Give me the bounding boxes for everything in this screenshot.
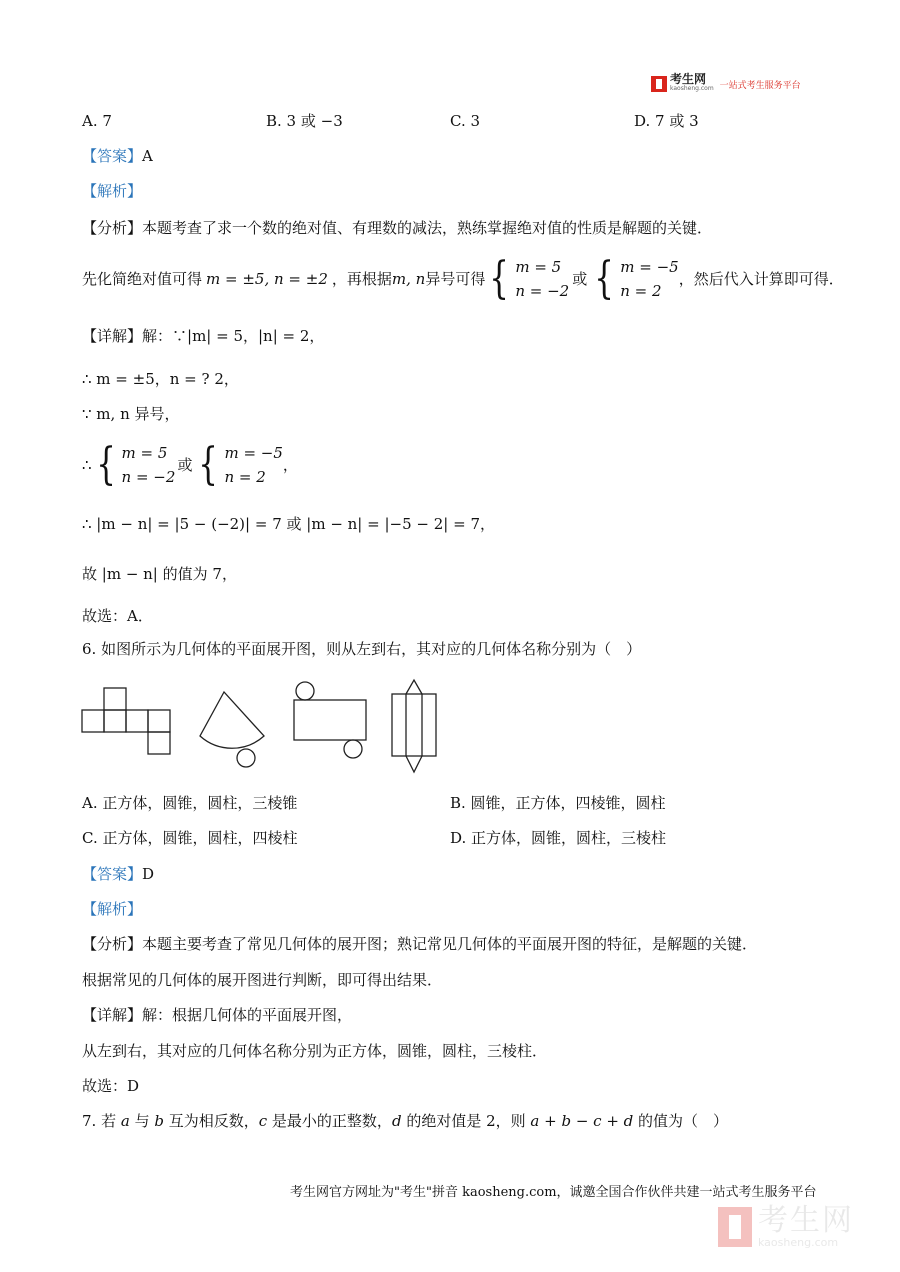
- kaosheng-logo-icon: [651, 76, 667, 92]
- detail-1-text: 解：∵|m| = 5，|n| = 2，: [142, 327, 325, 345]
- q5-detail-1: [82, 326, 324, 346]
- step1-post: ，然后代入计算即可得．: [678, 270, 844, 288]
- logo-en: kaosheng.com: [670, 85, 714, 92]
- step1-eq: m = ±5, n = ±2: [206, 270, 328, 288]
- step1-mid2: 异号可得: [425, 270, 486, 288]
- q6-option-c: C. 正方体，圆锥，圆柱，四棱柱: [82, 829, 298, 847]
- step1-mid: ，再根据: [331, 270, 392, 288]
- q5-option-a: A. 7: [82, 112, 112, 130]
- q5-detail-2: ∴ m = ±5，n = ? 2，: [82, 370, 239, 388]
- q5-detail-5: ∴ |m − n| = |5 − (−2)| = 7 或 |m − n| = |−5 − 2| = 7，: [82, 515, 495, 533]
- q5-answer: [82, 146, 153, 166]
- detail-4-post: ，: [282, 456, 298, 474]
- q6-detail-1-text: 解：根据几何体的平面展开图，: [142, 1006, 353, 1024]
- q7-stem-1: 7. 若: [82, 1112, 121, 1130]
- step1-system-2: { m = −5 n = 2: [594, 253, 679, 304]
- q7-var-a: a: [120, 1112, 130, 1130]
- q6-fenxi: [82, 934, 757, 954]
- detail-4-pre: ∴: [82, 456, 92, 474]
- d4-sys2-row2: n = 2: [224, 468, 266, 486]
- q6-fenxi-tag: 【分析】: [82, 935, 143, 953]
- cone-net: [200, 692, 264, 767]
- q6-detail-tag: 【详解】: [82, 1006, 143, 1024]
- q6-stem: 6. 如图所示为几何体的平面展开图，则从左到右，其对应的几何体名称分别为（ ）: [82, 640, 642, 658]
- q6-analysis-tag: 【解析】: [82, 900, 143, 918]
- q5-detail-6: 故 |m − n| 的值为 7，: [82, 565, 237, 583]
- q6-fenxi-text: 本题主要考查了常见几何体的展开图；熟记常见几何体的平面展开图的特征，是解题的关键．: [142, 935, 758, 953]
- step1-or: 或: [572, 270, 588, 288]
- q6-option-d: D. 正方体，圆锥，圆柱，三棱柱: [450, 829, 667, 847]
- q5-step1: [82, 254, 844, 304]
- q5-option-b: B. 3 或 −3: [266, 112, 343, 130]
- q7-expression: a + b − c + d: [530, 1112, 634, 1130]
- q6-nets-figure: [76, 678, 376, 778]
- sys1-row2: n = −2: [515, 282, 570, 300]
- q7-var-c: c: [258, 1112, 268, 1130]
- q6-answer-tag: 【答案】: [82, 865, 143, 883]
- q7-var-d: d: [391, 1112, 402, 1130]
- q5-analysis-tag: 【解析】: [82, 182, 143, 200]
- sys1-row1: m = 5: [515, 258, 562, 276]
- q6-fenxi-2: 根据常见的几何体的展开图进行判断，即可得出结果．: [82, 971, 443, 989]
- q6-option-b: B. 圆锥，正方体，四棱锥，圆柱: [450, 794, 666, 812]
- q6-detail-2: 从左到右，其对应的几何体名称分别为正方体，圆锥，圆柱，三棱柱．: [82, 1042, 548, 1060]
- answer-tag: 【答案】: [82, 147, 143, 165]
- d4-sys2-row1: m = −5: [224, 444, 283, 462]
- step1-pre: 先化简绝对值可得: [82, 270, 203, 288]
- detail-tag: 【详解】: [82, 327, 143, 345]
- header-slogan: 一站式考生服务平台: [719, 80, 801, 91]
- q7-stem-3: 互为相反数，: [163, 1112, 259, 1130]
- watermark: [718, 1205, 854, 1249]
- sys2-row2: n = 2: [620, 282, 662, 300]
- q5-detail-7: 故选：A．: [82, 607, 153, 625]
- q7-var-b: b: [154, 1112, 164, 1130]
- footer-text: 考生网官方网址为"考生"拼音 kaosheng.com，诚邀全国合作伙伴共建一站式考生服务平台: [290, 1185, 817, 1200]
- watermark-en: kaosheng.com: [758, 1236, 839, 1249]
- step1-mn: m, n: [391, 270, 426, 288]
- q7-stem: [82, 1111, 728, 1131]
- detail-4-system-2: { m = −5 n = 2: [198, 439, 283, 490]
- q6-answer-value: D: [142, 865, 155, 883]
- q6-detail-1: [82, 1005, 352, 1025]
- fenxi-tag: 【分析】: [82, 219, 143, 237]
- q5-detail-3: ∵ m, n 异号，: [82, 405, 180, 423]
- cylinder-net: [294, 682, 366, 758]
- header-logo: [651, 74, 801, 94]
- watermark-cn: 考生网: [758, 1203, 854, 1238]
- step1-system-1: { m = 5 n = −2: [489, 253, 570, 304]
- q7-stem-6: 的值为（ ）: [633, 1112, 729, 1130]
- q7-stem-2: 与: [129, 1112, 155, 1130]
- q6-option-a: A. 正方体，圆锥，圆柱，三棱锥: [82, 794, 298, 812]
- logo-cn: 考生网: [670, 72, 707, 86]
- q6-answer: [82, 864, 154, 884]
- q7-stem-4: 是最小的正整数，: [267, 1112, 392, 1130]
- q5-fenxi: [82, 218, 712, 238]
- d4-sys1-row2: n = −2: [121, 468, 176, 486]
- detail-4-or: 或: [177, 456, 193, 474]
- q7-stem-5: 的绝对值是 2，则: [401, 1112, 531, 1130]
- triangular-prism-net: [386, 676, 446, 776]
- answer-value: A: [142, 147, 153, 165]
- d4-sys1-row1: m = 5: [121, 444, 168, 462]
- fenxi-text: 本题考查了求一个数的绝对值、有理数的减法，熟练掌握绝对值的性质是解题的关键．: [142, 219, 713, 237]
- q6-detail-3: 故选：D: [82, 1077, 140, 1095]
- watermark-logo-icon: [718, 1207, 752, 1247]
- detail-4-system-1: { m = 5 n = −2: [95, 439, 176, 490]
- q5-option-d: D. 7 或 3: [634, 112, 699, 130]
- q5-detail-4: [82, 440, 298, 490]
- sys2-row1: m = −5: [620, 258, 679, 276]
- cube-net: [82, 688, 170, 754]
- q5-option-c: C. 3: [450, 112, 481, 130]
